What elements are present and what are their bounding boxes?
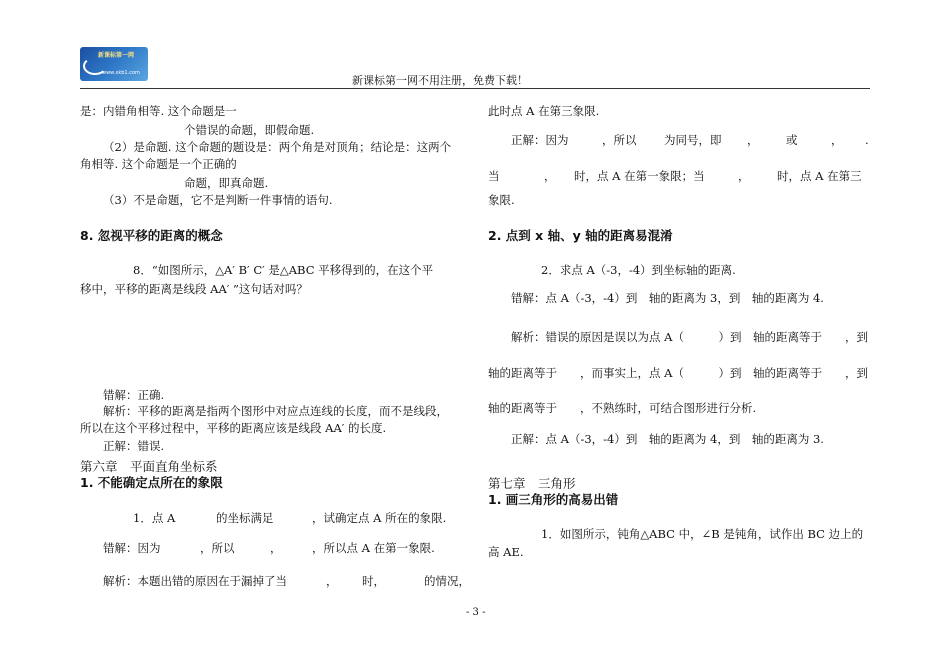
- wrong1-part-a: 错解：因为: [103, 541, 161, 555]
- left-line-6: （3）不是命题，它不是判断一件事情的语句.: [103, 193, 333, 207]
- analysis-2-line-1: 解析：错误的原因是误以为点 A（ ）到 轴的距离等于 ，到: [511, 330, 868, 344]
- analysis-2-line-2: 轴的距离等于 ，而事实上，点 A（ ）到 轴的距离等于 ，到: [488, 366, 868, 380]
- left-line-4: 角相等. 这个命题是一个正确的: [80, 157, 237, 171]
- header-divider: [80, 88, 870, 89]
- section-heading-7-1: 1. 画三角形的高易出错: [488, 492, 619, 507]
- right-case-f: 象限.: [488, 193, 515, 207]
- right-answer-e: 或: [786, 133, 798, 147]
- analysis-2-line-3: 轴的距离等于 ，不熟练时，可结合图形进行分析.: [488, 401, 757, 415]
- question-8-line-2: 移中，平移的距离是线段 AA′ ”这句话对吗？: [80, 282, 308, 296]
- left-line-1: 是：内错角相等. 这个命题是一: [80, 104, 237, 118]
- analysis-8-line-1: 解析：平移的距离是指两个图形中对应点连线的长度，而不是线段，: [103, 404, 448, 418]
- section-heading-8: 8. 忽视平移的距离的概念: [80, 228, 223, 243]
- q1-part-c: ，试确定点 A 所在的象限.: [312, 511, 447, 525]
- wrong-answer-2: 错解：点 A（-3，-4）到 轴的距离为 3，到 轴的距离为 4.: [511, 291, 824, 305]
- right-answer-g: .: [865, 133, 869, 147]
- section-heading-6-1: 1. 不能确定点所在的象限: [80, 475, 223, 490]
- wrong1-part-d: ，所以点 A 在第一象限.: [312, 541, 435, 555]
- question-8-line-1: 8．“如图所示，△A′ B′ C′ 是△ABC 平移得到的，在这个平: [133, 263, 434, 277]
- chapter-7-title: 第七章 三角形: [488, 476, 576, 491]
- right-case-a: 当: [488, 169, 500, 183]
- section-heading-2: 2. 点到 x 轴、y 轴的距离易混淆: [488, 228, 673, 243]
- left-line-2: 个错误的命题，即假命题.: [184, 123, 315, 137]
- analysis1-part-d: 的情况，: [424, 574, 470, 588]
- analysis1-part-c: 时，: [362, 574, 385, 588]
- analysis-8-line-2: 所以在这个平移过程中，平移的距离应该是线段 AA′ 的长度.: [80, 421, 387, 435]
- right-line-1: 此时点 A 在第三象限.: [488, 104, 600, 118]
- right-case-e: 时，点 A 在第三: [777, 169, 862, 183]
- question-7-line-2: 高 AE.: [488, 545, 524, 559]
- q1-part-a: 1．点 A: [133, 511, 176, 525]
- wrong1-part-b: ，所以: [200, 541, 235, 555]
- correct-answer-8: 正解：错误.: [103, 439, 165, 453]
- logo-url: www.xkb1.com: [102, 70, 140, 76]
- left-line-5: 命题，即真命题.: [184, 176, 269, 190]
- logo-title: 新课标第一网: [98, 52, 135, 59]
- wrong1-part-c: ，: [270, 541, 282, 555]
- right-case-c: 时，点 A 在第一象限；当: [574, 169, 705, 183]
- site-logo: [80, 47, 148, 81]
- right-answer-a: 正解：因为: [511, 133, 569, 147]
- question-7-line-1: 1．如图所示，钝角△ABC 中，∠B 是钝角，试作出 BC 边上的: [541, 527, 864, 541]
- q1-part-b: 的坐标满足: [216, 511, 274, 525]
- question-2: 2．求点 A（-3，-4）到坐标轴的距离.: [541, 263, 736, 277]
- right-answer-c: 为同号，即: [664, 133, 722, 147]
- page-header-title: 新课标第一网不用注册，免费下载！: [352, 74, 528, 87]
- page-number: - 3 -: [466, 607, 486, 618]
- chapter-6-title: 第六章 平面直角坐标系: [80, 459, 218, 474]
- analysis1-part-a: 解析：本题出错的原因在于漏掉了当: [103, 574, 287, 588]
- right-case-d: ，: [738, 169, 750, 183]
- right-answer-d: ，: [747, 133, 759, 147]
- correct-answer-2: 正解：点 A（-3，-4）到 轴的距离为 4，到 轴的距离为 3.: [511, 432, 824, 446]
- right-answer-b: ，所以: [602, 133, 637, 147]
- analysis1-part-b: ，: [326, 574, 338, 588]
- left-line-3: （2）是命题. 这个命题的题设是：两个角是对顶角；结论是：这两个: [103, 140, 452, 154]
- right-answer-f: ，: [831, 133, 843, 147]
- right-case-b: ，: [544, 169, 556, 183]
- wrong-answer-8: 错解：正确.: [103, 388, 165, 402]
